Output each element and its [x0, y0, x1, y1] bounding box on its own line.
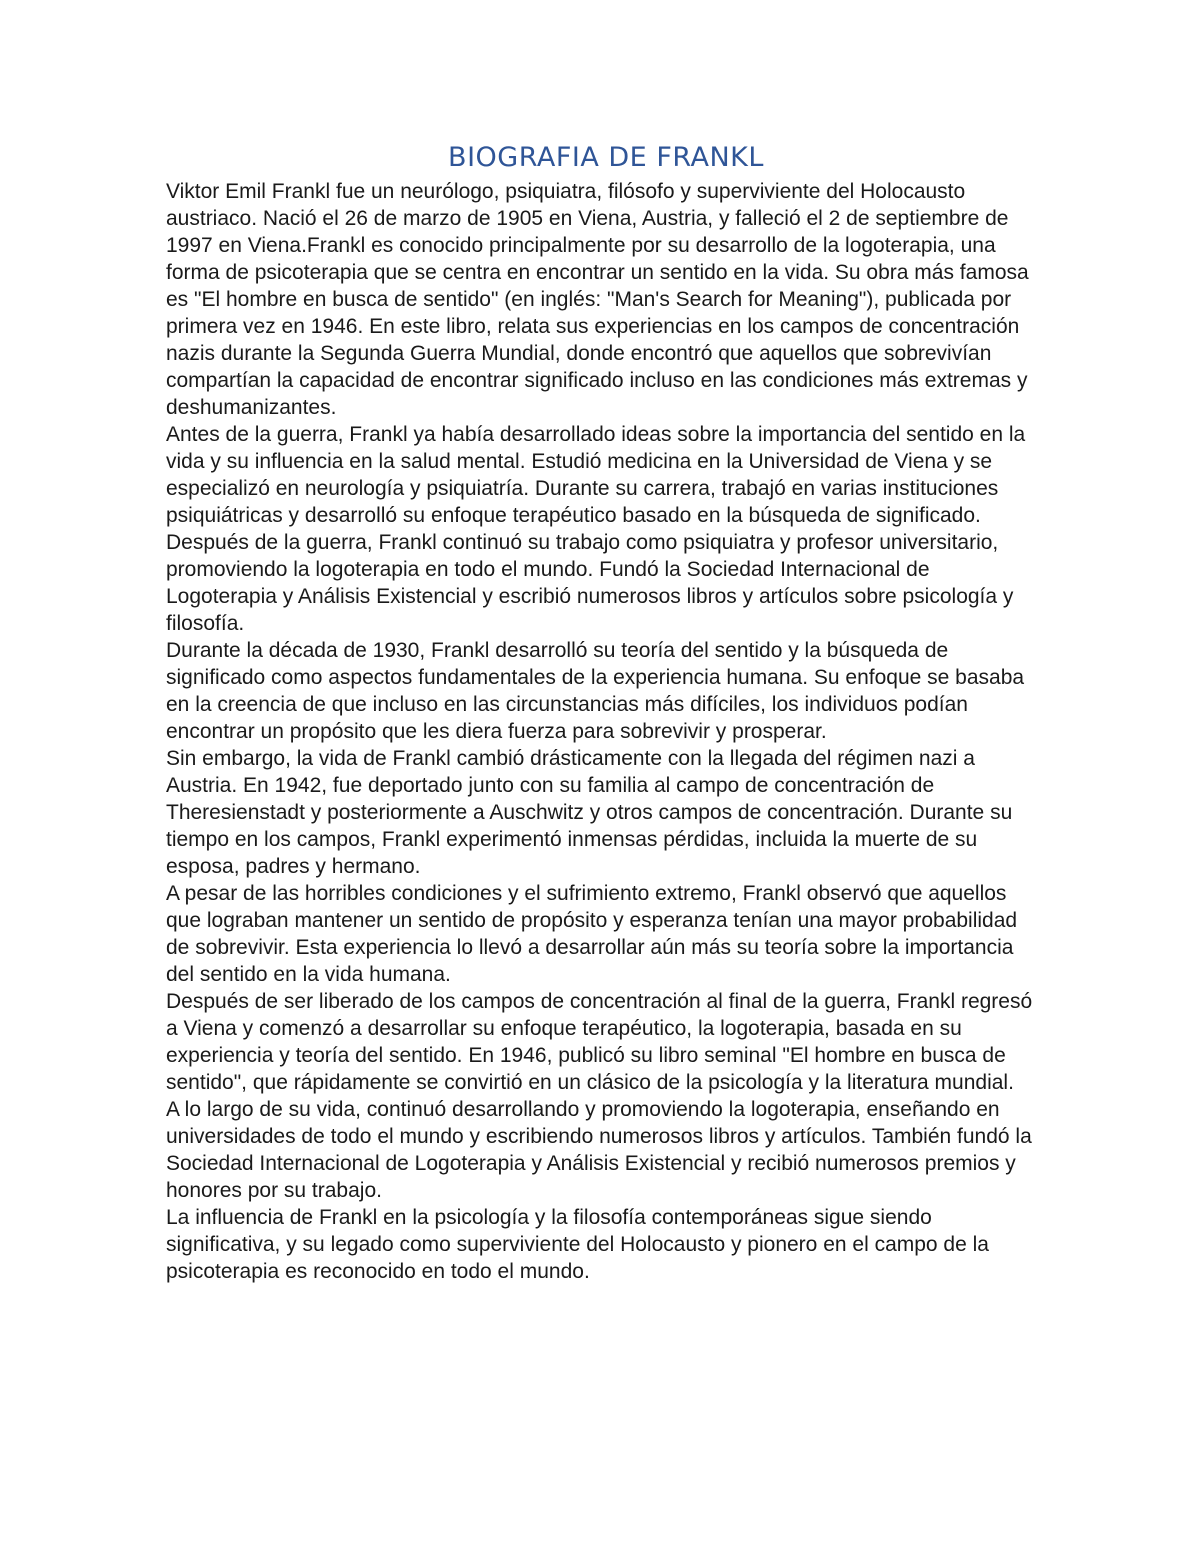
paragraph-before-war: Antes de la guerra, Frankl ya había desarrollado ideas sobre la importancia del sentido en la vida y su influencia en la salud mental. Estudió medicina en la Universidad de Viena y se especializó en neurología y psiquiatría. Durante su carrera, trabajó en varias instituciones psiquiátricas y desarrolló su enfoque terapéutico basado en la búsqueda de significado. — [166, 423, 1026, 527]
paragraph-later-life: A lo largo de su vida, continuó desarrollando y promoviendo la logoterapia, enseñando en universidades de todo el mundo y escribiendo numerosos libros y artículos. También fundó la Sociedad Internacional de Logoterapia y Análisis Existencial y recibió numerosos premios y honores por su trabajo. — [166, 1098, 1032, 1202]
paragraph-liberation: Después de ser liberado de los campos de concentración al final de la guerra, Frankl regresó a Viena y comenzó a desarrollar su enfoque terapéutico, la logoterapia, basada en su experiencia y teoría del sentido. En 1946, publicó su libro seminal "El hombre en busca de sentido", que rápidamente se convirtió en un clásico de la psicología y la literatura mundial. — [166, 990, 1033, 1094]
document-content — [166, 140, 1046, 1285]
paragraph-intro: Viktor Emil Frankl fue un neurólogo, psiquiatra, filósofo y superviviente del Holocausto austriaco. Nació el 26 de marzo de 1905 en Viena, Austria, y falleció el 2 de septiembre de 1997 en Viena.Frankl es conocido principalmente por su desarrollo de la logoterapia, una forma de psicoterapia que se centra en encontrar un sentido en la vida. Su obra más famosa es "El hombre en busca de sentido" (en inglés: "Man's Search for Meaning"), publicada por primera vez en 1946. En este libro, relata sus experiencias en los campos de concentración nazis durante la Segunda Guerra Mundial, donde encontró que aquellos que sobrevivían compartían la capacidad de encontrar significado incluso en las condiciones más extremas y deshumanizantes. — [166, 180, 1029, 419]
paragraph-after-war: Después de la guerra, Frankl continuó su trabajo como psiquiatra y profesor universitario, promoviendo la logoterapia en todo el mundo. Fundó la Sociedad Internacional de Logoterapia y Análisis Existencial y escribió numerosos libros y artículos sobre psicología y filosofía. — [166, 531, 1014, 635]
paragraph-nazi-regime: Sin embargo, la vida de Frankl cambió drásticamente con la llegada del régimen nazi a Austria. En 1942, fue deportado junto con su familia al campo de concentración de Theresienstadt y posteriormente a Auschwitz y otros campos de concentración. Durante su tiempo en los campos, Frankl experimentó inmensas pérdidas, incluida la muerte de su esposa, padres y hermano. — [166, 747, 1013, 878]
document-title: BIOGRAFIA DE FRANKL — [448, 142, 764, 173]
paragraph-observation: A pesar de las horribles condiciones y el sufrimiento extremo, Frankl observó que aquellos que lograban mantener un sentido de propósito y esperanza tenían una mayor probabilidad de sobrevivir. Esta experiencia lo llevó a desarrollar aún más su teoría sobre la importancia del sentido en la vida humana. — [166, 882, 1018, 986]
paragraph-legacy: La influencia de Frankl en la psicología y la filosofía contemporáneas sigue siendo significativa, y su legado como superviviente del Holocausto y pionero en el campo de la psicoterapia es reconocido en todo el mundo. — [166, 1206, 989, 1283]
paragraph-1930s: Durante la década de 1930, Frankl desarrolló su teoría del sentido y la búsqueda de significado como aspectos fundamentales de la experiencia humana. Su enfoque se basaba en la creencia de que incluso en las circunstancias más difíciles, los individuos podían encontrar un propósito que les diera fuerza para sobrevivir y prosperar. — [166, 639, 1025, 743]
